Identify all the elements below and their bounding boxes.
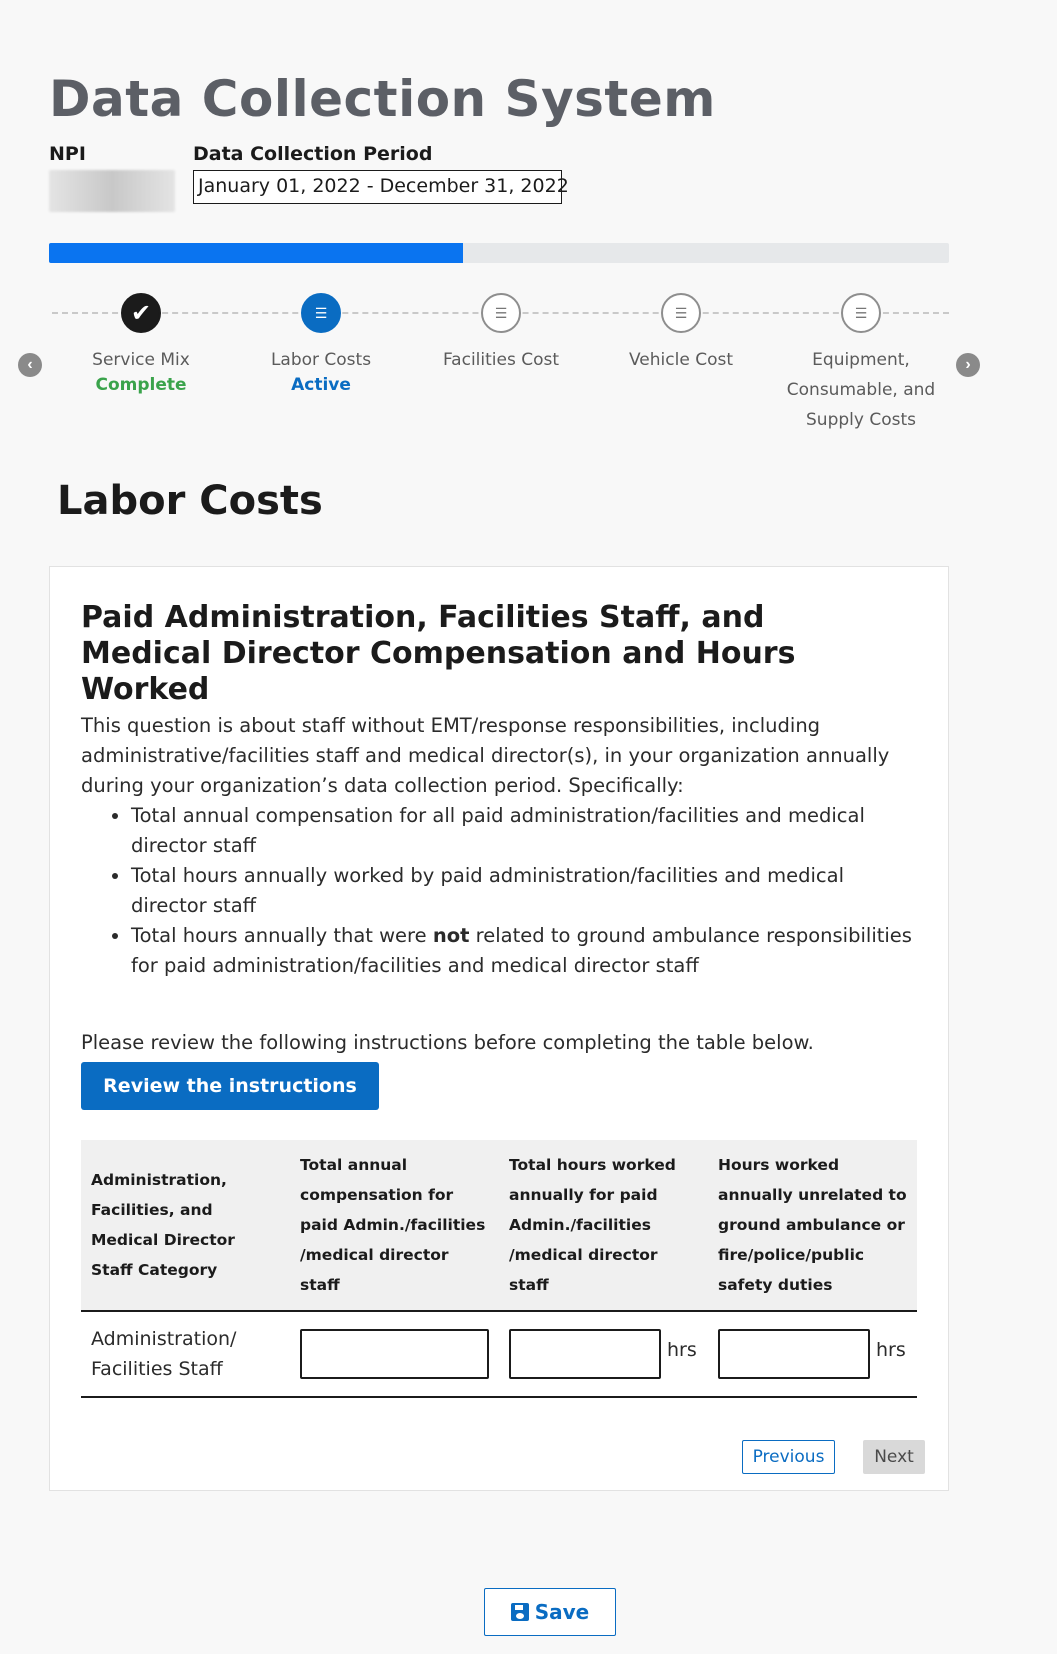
step-label: Equipment, Consumable, and Supply Costs: [786, 350, 936, 430]
steps-next-arrow-icon[interactable]: ›: [956, 353, 980, 377]
npi-label: NPI: [49, 143, 86, 165]
step-vehicle-cost[interactable]: [591, 293, 771, 375]
save-button-label: Save: [534, 1600, 590, 1624]
list-item: • Total hours annually that were not related to ground ambulance responsibilities for paid administration/facilities and medical director staff: [131, 921, 921, 981]
hours-unit-label: hrs: [876, 1339, 906, 1361]
step-status-complete: Complete: [95, 375, 187, 395]
list-item: • Total annual compensation for all paid administration/facilities and medical director staff: [131, 801, 921, 861]
checklist-icon: ☰: [661, 293, 701, 333]
step-labor-costs[interactable]: [231, 293, 411, 395]
question-bullet-list: [131, 801, 921, 981]
step-label: Labor Costs: [270, 350, 372, 370]
table-row: [81, 1311, 917, 1397]
total-hours-worked-input[interactable]: [509, 1329, 661, 1379]
data-collection-period-label: Data Collection Period: [193, 143, 433, 165]
hours-unit-label: hrs: [667, 1339, 697, 1361]
page-title: Data Collection System: [49, 70, 716, 128]
checkmark-icon: ✔: [121, 293, 161, 333]
list-item: • Total hours annually worked by paid administration/facilities and medical director staff: [131, 861, 921, 921]
hours-worked-cell: [499, 1311, 708, 1397]
save-button[interactable]: [484, 1588, 616, 1636]
checklist-icon: ☰: [481, 293, 521, 333]
step-equipment-costs[interactable]: [771, 293, 951, 435]
step-status-active: Active: [291, 375, 351, 395]
checklist-icon: ☰: [841, 293, 881, 333]
question-heading: Paid Administration, Facilities Staff, and Medical Director Compensation and Hours Worked: [81, 600, 796, 707]
step-label: Vehicle Cost: [629, 350, 733, 370]
question-description: [81, 711, 921, 981]
column-header: Administration, Facilities, and Medical Director Staff Category: [81, 1140, 290, 1311]
step-facilities-cost[interactable]: [411, 293, 591, 375]
progress-bar: [49, 243, 949, 263]
review-instructions-button[interactable]: Review the instructions: [81, 1062, 379, 1110]
step-label: Service Mix: [92, 350, 190, 370]
column-header: Total annual compensation for paid Admin./facilities /medical director staff: [290, 1140, 499, 1311]
question-card: [49, 566, 949, 1491]
step-label: Facilities Cost: [442, 350, 560, 370]
previous-button[interactable]: Previous: [742, 1440, 835, 1474]
compensation-cell: [290, 1311, 499, 1397]
step-service-mix[interactable]: [51, 293, 231, 395]
staff-category-cell: Administration/ Facilities Staff: [81, 1311, 290, 1397]
table-header-row: [81, 1140, 917, 1311]
column-header: Hours worked annually unrelated to ground ambulance or fire/police/public safety duties: [708, 1140, 917, 1311]
unrelated-hours-input[interactable]: [718, 1329, 870, 1379]
checklist-icon: ☰: [301, 293, 341, 333]
total-compensation-input[interactable]: [300, 1329, 489, 1379]
next-button[interactable]: Next: [863, 1440, 925, 1474]
labor-costs-table: [81, 1140, 917, 1398]
unrelated-hours-cell: [708, 1311, 917, 1397]
npi-value-redacted: [49, 170, 175, 212]
question-intro: This question is about staff without EMT/response responsibilities, including administrative/facilities staff and medical director(s), in your organization annually during your organization’s data collection period. Specifically:: [81, 714, 890, 797]
progress-bar-fill: [49, 243, 463, 263]
steps-prev-arrow-icon[interactable]: ‹: [18, 353, 42, 377]
section-title: Labor Costs: [57, 478, 323, 524]
column-header: Total hours worked annually for paid Admin./facilities /medical director staff: [499, 1140, 708, 1311]
floppy-disk-icon: [511, 1603, 529, 1621]
data-collection-period-value: January 01, 2022 - December 31, 2022: [193, 170, 562, 204]
review-instructions-text: Please review the following instructions before completing the table below.: [81, 1031, 814, 1054]
